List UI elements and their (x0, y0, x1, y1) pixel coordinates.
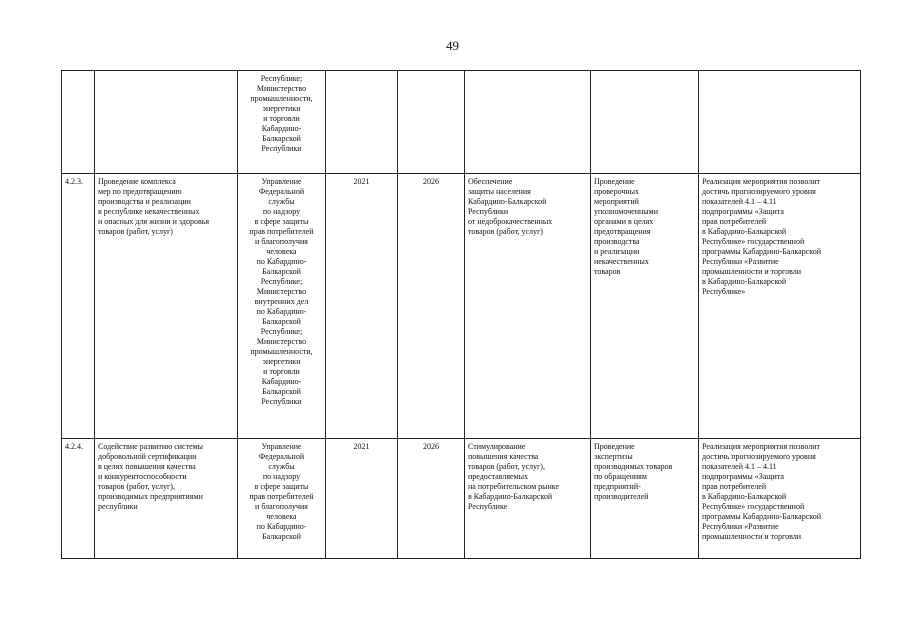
indicator-link: Реализация мероприятия позволит достичь прогнозируемого уровня показателей 4.1 – 4.11 подпрограммы «Защита прав потребителей в Кабардино-Балкарской Республике» государственной программы Кабардино-Балкарской Республики «Развитие промышленности и торговли (699, 439, 861, 559)
table-row (62, 71, 861, 174)
row-number (62, 71, 95, 174)
row-number: 4.2.4. (62, 439, 95, 559)
expected-result: Проведение проверочных мероприятий уполномоченными органами в целях предотвращения производства и реализации некачественных товаров (591, 174, 699, 439)
measure-name (95, 71, 238, 174)
measure-name: Проведение комплекса мер по предотвращению производства и реализации в республике некачественных и опасных для жизни и здоровья товаров (работ, услуг) (95, 174, 238, 439)
page-number: 49 (446, 38, 459, 53)
table-row (62, 439, 861, 559)
executor: Республике; Министерство промышленности, энергетики и торговли Кабардино- Балкарской Республики (238, 71, 326, 174)
end-year: 2026 (398, 174, 465, 439)
executor: Управление Федеральной службы по надзору в сфере защиты прав потребителей и благополучия человека по Кабардино- Балкарской (238, 439, 326, 559)
measures-table (61, 70, 861, 559)
expected-result (591, 71, 699, 174)
end-year: 2026 (398, 439, 465, 559)
start-year: 2021 (326, 174, 398, 439)
end-year (398, 71, 465, 174)
start-year (326, 71, 398, 174)
row-number: 4.2.3. (62, 174, 95, 439)
goal: Стимулирование повышения качества товаров (работ, услуг), предоставляемых на потребительском рынке в Кабардино-Балкарской Республике (465, 439, 591, 559)
indicator-link: Реализация мероприятия позволит достичь прогнозируемого уровня показателей 4.1 – 4.11 подпрограммы «Защита прав потребителей в Кабардино-Балкарской Республике» государственной программы Кабардино-Балкарской Республики «Развитие промышленности и торговли в Кабардино-Балкарской Республике» (699, 174, 861, 439)
start-year: 2021 (326, 439, 398, 559)
table-row (62, 174, 861, 439)
executor: Управление Федеральной службы по надзору в сфере защиты прав потребителей и благополучия человека по Кабардино- Балкарской Республике; Министерство внутренних дел по Кабардино- Балкарской Республике; Министерство промышленности, энергетики и торговли Кабардино- Балкарской Республики (238, 174, 326, 439)
indicator-link (699, 71, 861, 174)
goal: Обеспечение защиты населения Кабардино-Балкарской Республики от недоброкачественных товаров (работ, услуг) (465, 174, 591, 439)
measure-name: Содействие развитию системы добровольной сертификации в целях повышения качества и конкурентоспособности товаров (работ, услуг), производимых предприятиями республики (95, 439, 238, 559)
goal (465, 71, 591, 174)
expected-result: Проведение экспертизы производимых товаров по обращениям предприятий- производителей (591, 439, 699, 559)
